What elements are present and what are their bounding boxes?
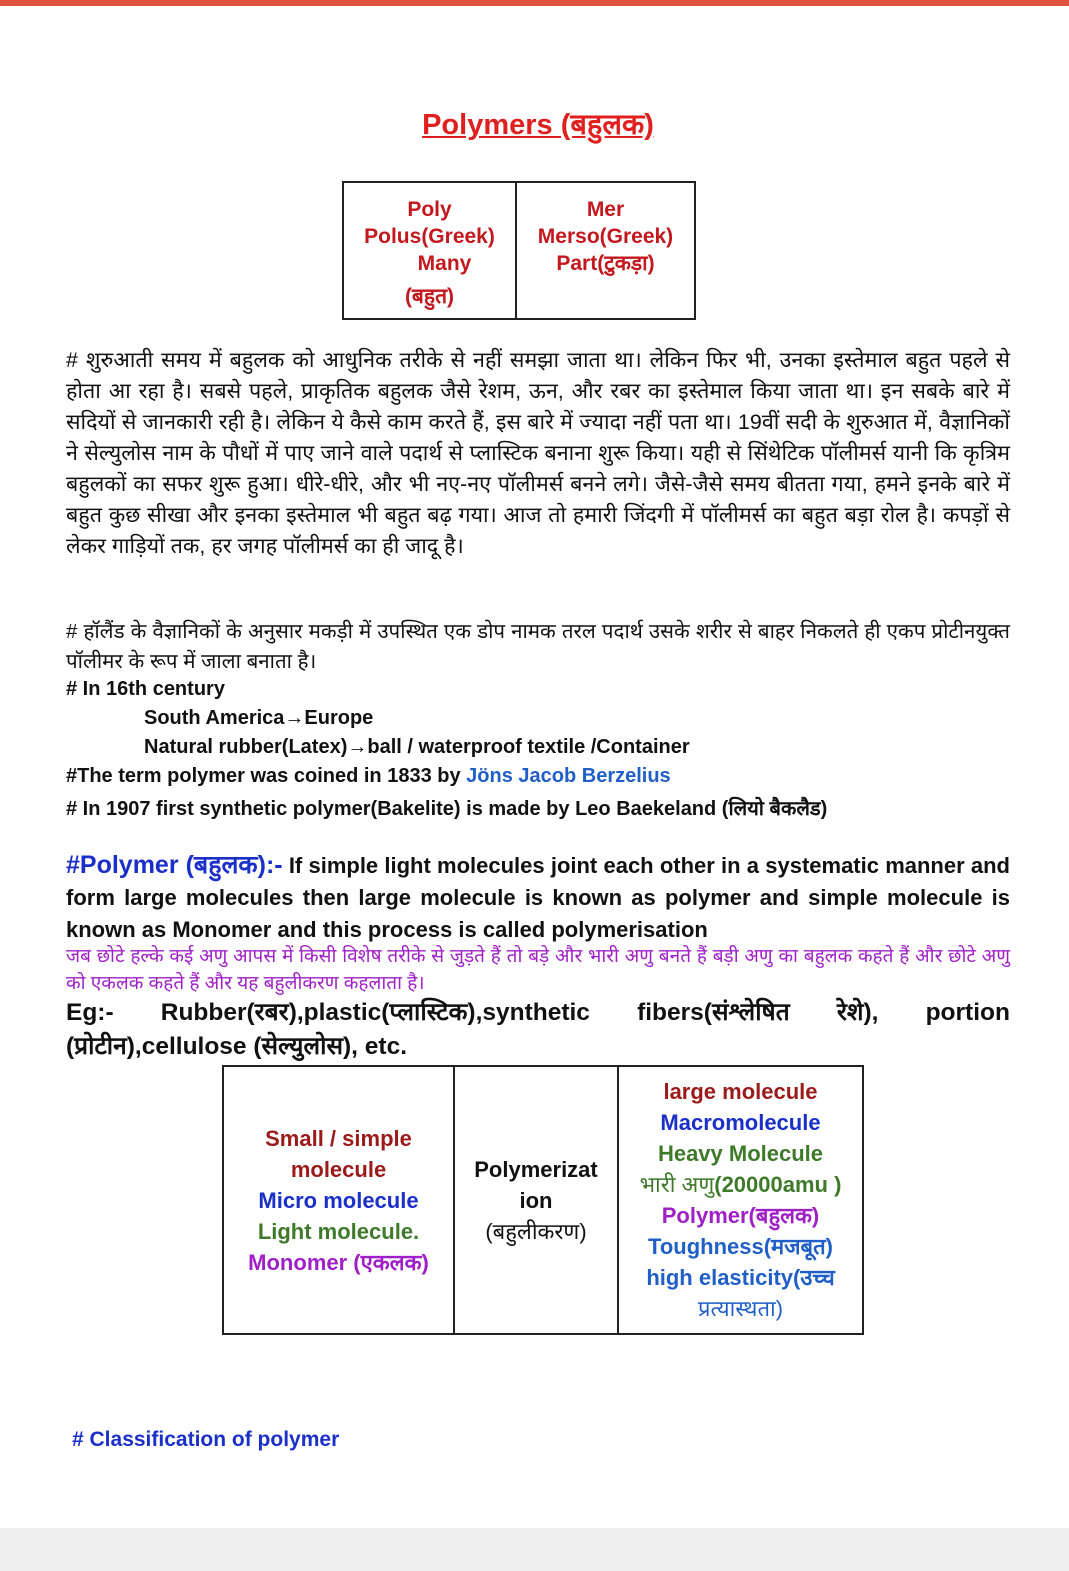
polymer-column xyxy=(618,1066,863,1334)
process-column xyxy=(454,1066,618,1334)
etymology-poly-cell xyxy=(343,182,516,319)
etymology-mer-meaning: Part(टुकड़ा) xyxy=(556,252,655,275)
monomer-polymer-comparison-table xyxy=(222,1065,864,1335)
examples-row-1 xyxy=(66,996,1010,1030)
sixteenth-century-heading: # In 16th century xyxy=(66,678,225,700)
examples-rubber-plastic: Rubber(रबर),plastic(प्लास्टिक),synthetic xyxy=(160,999,590,1026)
term-coined-line xyxy=(66,765,671,788)
etymology-poly-meaning: Many xyxy=(417,252,472,275)
monomer-column xyxy=(223,1066,454,1334)
natural-rubber-text: Natural rubber(Latex)→ball / waterproof textile /Container xyxy=(144,736,690,758)
examples-label: Eg:- xyxy=(66,999,114,1026)
history-paragraph-hindi: # शुरुआती समय में बहुलक को आधुनिक तरीके से नहीं समझा जाता था। लेकिन फिर भी, उनका इस्तेमाल बहुत पहले से होता आ रहा है। सबसे पहले, प्राकृतिक बहुलक जैसे रेशम, ऊन, और रबर का इस्तेमाल किया जाता था। इन सबके बारे में सदियों से जानकारी रही है। लेकिन ये कैसे काम करते हैं, इस बारे में ज्यादा नहीं पता था। 19वीं सदी के शुरुआत में, वैज्ञानिकों ने सेल्युलोस नाम के पौधों में पाए जाने वाले पदार्थ से प्लास्टिक बनाना शुरू किया। यही से सिंथेटिक पॉलीमर्स यानी कि कृत्रिम बहुलकों का सफर शुरू हुआ। धीरे-धीरे, और भी नए-नए पॉलीमर्स बनने लगे। जैसे-जैसे समय बीतता गया, हमने इनके बारे में बहुत कुछ सीखा और इनका इस्तेमाल भी बहुत बढ़ गया। आज तो हमारी जिंदगी में पॉलीमर्स का बहुत बड़ा रोल है। कपड़ों से लेकर गाड़ियों तक, हर जगह पॉलीमर्स का ही जादू है। xyxy=(66,348,1010,558)
etymology-poly-word: Poly xyxy=(407,198,452,221)
top-accent-bar xyxy=(0,0,1069,6)
large-molecule-label: large molecule xyxy=(663,1079,818,1104)
toughness-label: Toughness(मजबूत) xyxy=(648,1234,833,1259)
monomer-label: Monomer (एकलक) xyxy=(248,1249,429,1275)
elasticity-hindi: प्रत्यास्थता) xyxy=(697,1296,784,1321)
polymer-definition-heading: #Polymer (बहुलक):- xyxy=(66,851,283,879)
amu-value: (20000amu ) xyxy=(714,1172,842,1197)
trade-route-text: South America→Europe xyxy=(144,707,374,729)
term-coined-text: #The term polymer was coined in 1833 by xyxy=(66,765,467,787)
examples-block xyxy=(66,996,1010,1064)
berzelius-name: Jöns Jacob Berzelius xyxy=(466,765,671,787)
heavy-molecule-amu xyxy=(623,1169,858,1200)
heavy-molecule-label: Heavy Molecule xyxy=(657,1141,824,1166)
light-molecule-label: Light molecule. xyxy=(257,1218,420,1244)
classification-heading: # Classification of polymer xyxy=(72,1428,340,1451)
polymer-definition-text: If simple light molecules joint each other in a systematic manner and form large molecules then large molecule is known as polymer and simple molecule is known as Monomer and this process is called polymerisation xyxy=(66,853,1010,942)
etymology-mer-word: Mer xyxy=(586,198,625,221)
polymer-definition-hindi: जब छोटे हल्के कई अणु आपस में किसी विशेष तरीके से जुड़ते हैं तो बड़े और भारी अणु बनते हैं बड़ी अणु का बहुलक कहते हैं और छोटे अणु को एकलक कहते हैं और यह बहुलीकरण कहलाता है। xyxy=(66,946,1010,994)
examples-reshe: रेशे), xyxy=(836,999,879,1026)
page-title: Polymers (बहुलक) xyxy=(422,109,654,141)
etymology-table xyxy=(342,181,696,320)
polymerization-hindi: (बहुलीकरण) xyxy=(485,1218,587,1244)
etymology-poly-hindi: (बहुत) xyxy=(404,285,455,308)
etymology-poly-origin: Polus(Greek) xyxy=(364,225,495,248)
bakelite-line: # In 1907 first synthetic polymer(Bakelite) is made by Leo Baekeland (लियो बैकलैड) xyxy=(66,798,828,820)
polymerization-label-2: ion xyxy=(519,1187,553,1213)
etymology-mer-origin: Merso(Greek) xyxy=(537,225,674,248)
examples-row-2: (प्रोटीन),cellulose (सेल्युलोस), etc. xyxy=(66,1033,407,1060)
polymerization-label: Polymerizat xyxy=(474,1156,598,1182)
polymer-label: Polymer(बहुलक) xyxy=(661,1203,820,1228)
macromolecule-label: Macromolecule xyxy=(660,1110,821,1135)
elasticity-label: high elasticity(उच्च xyxy=(646,1265,835,1290)
spider-paragraph-hindi: # हॉलैंड के वैज्ञानिकों के अनुसार मकड़ी में उपस्थित एक डोप नामक तरल पदार्थ उसके शरीर से बाहर निकलते ही एकप प्रोटीनयुक्त पॉलीमर के रूप में जाला बनाता है। xyxy=(66,620,1010,673)
examples-fibers: fibers(संश्लेषित xyxy=(637,999,790,1026)
bhari-anu-text: भारी अणु xyxy=(639,1172,715,1197)
examples-portion: portion xyxy=(925,999,1010,1026)
small-molecule-label: Small / simple xyxy=(265,1125,412,1151)
small-molecule-label-2: molecule xyxy=(290,1156,387,1182)
etymology-mer-cell xyxy=(516,182,695,319)
bottom-bar xyxy=(0,1528,1069,1571)
polymer-definition xyxy=(66,849,1010,946)
micro-molecule-label: Micro molecule xyxy=(258,1187,419,1213)
